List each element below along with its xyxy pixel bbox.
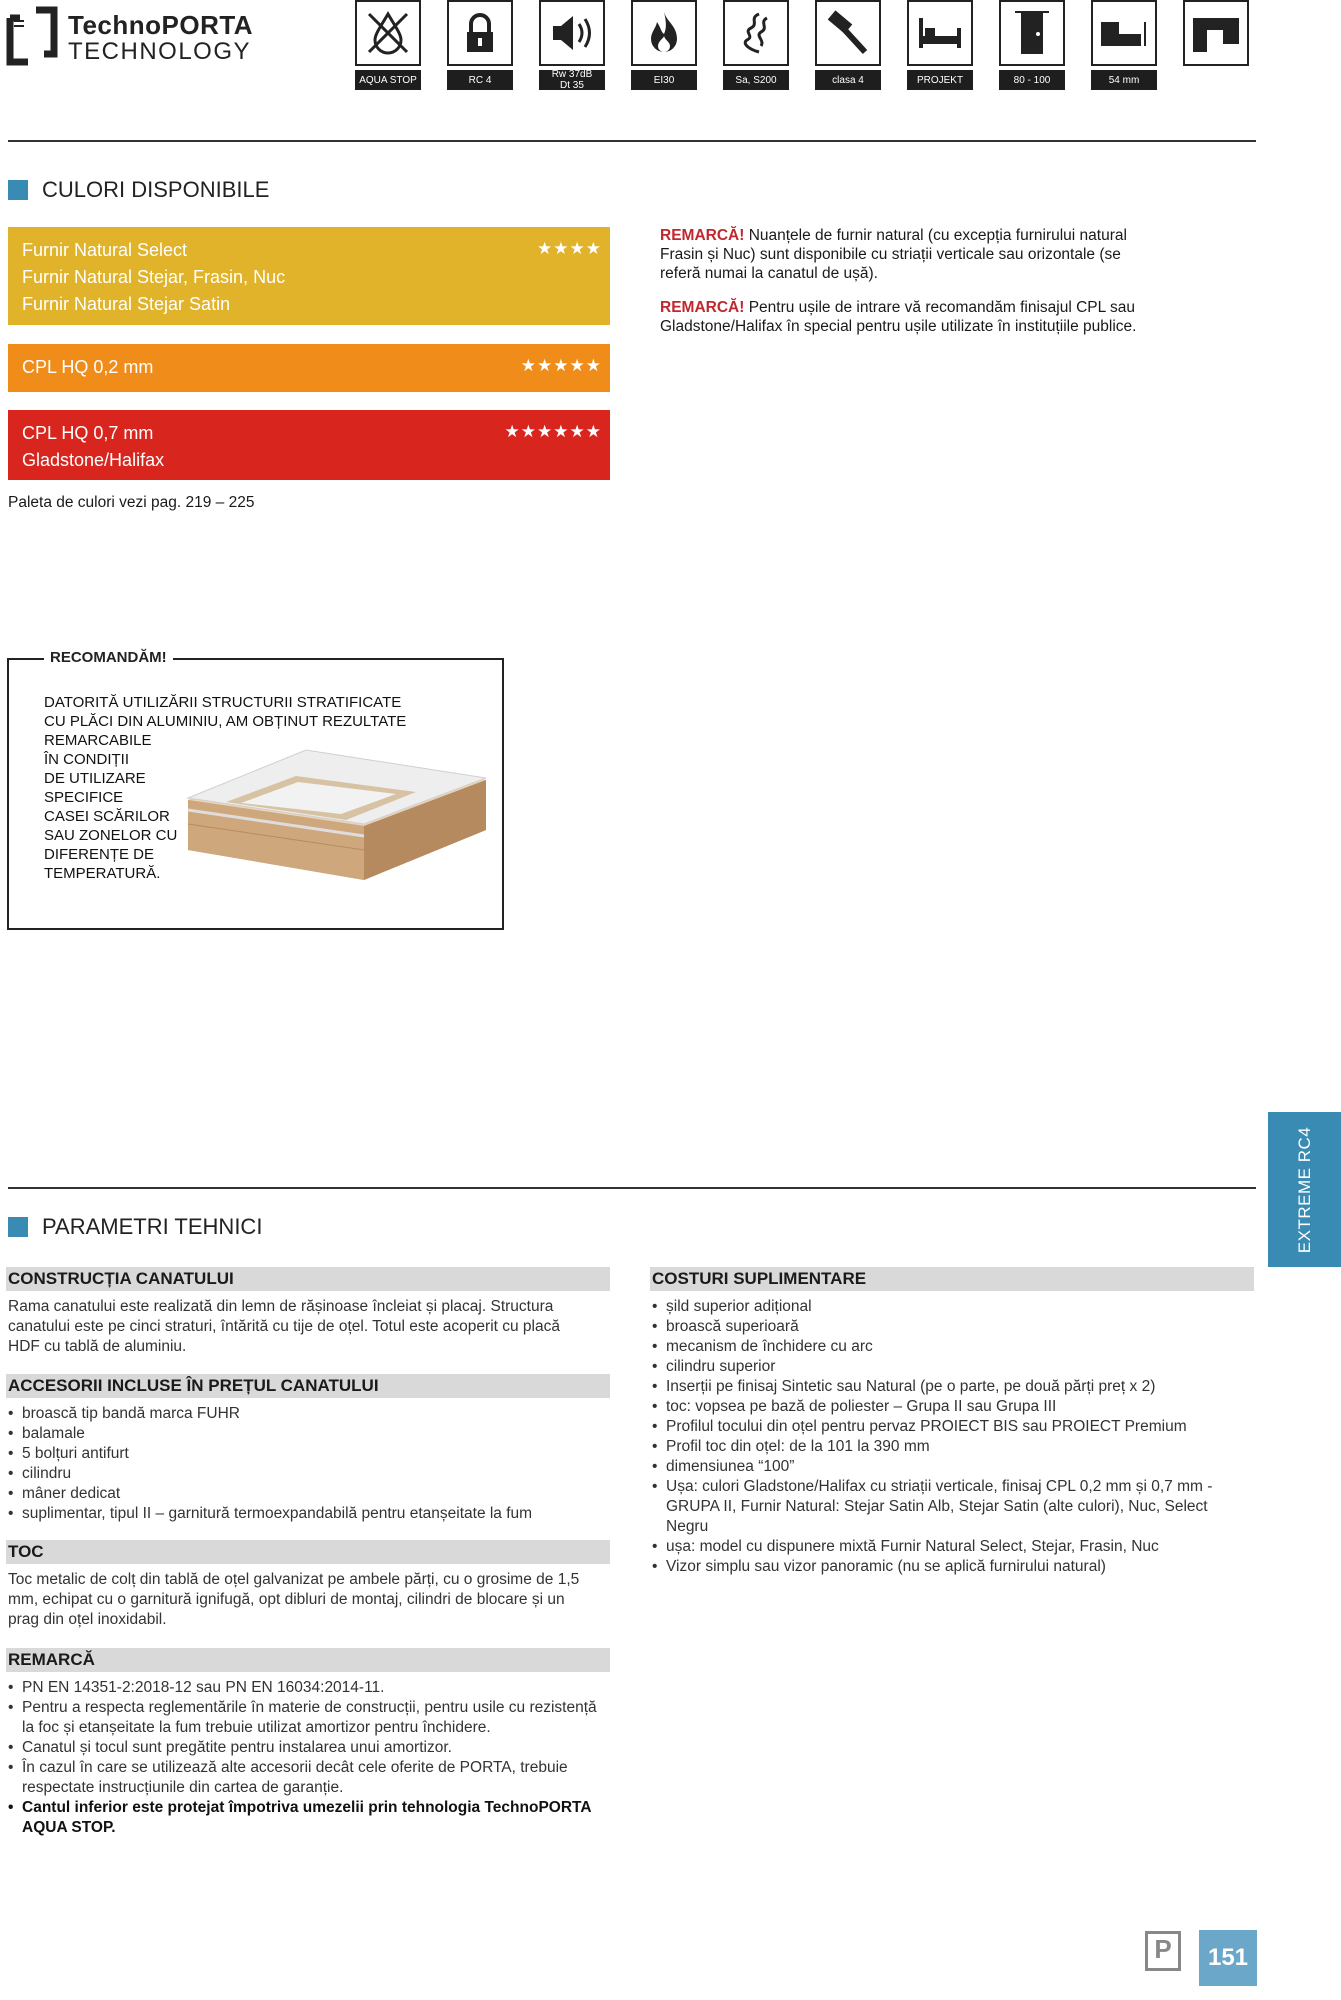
subhead-toc: TOC [6,1540,610,1564]
remark-entry-doors [660,298,1160,336]
list-item: • mâner dedicat [8,1484,608,1504]
list-item: • cilindru [8,1464,608,1484]
feature-acoustic [539,0,609,90]
rating-stars: ★★★★ [537,239,602,258]
list-item: • dimensiunea “100” [652,1457,1242,1477]
list-item: • Pentru a respecta reglementările în materie de construcții, pentru usile cu rezistență la foc și etanșeitate la fum trebuie utilizat amortizor pentru închidere. [8,1698,608,1738]
brand-name: TechnoPORTA [68,10,254,40]
feature-thickness [1091,0,1161,90]
feature-smoke [723,0,793,90]
section-title-colors: CULORI DISPONIBILE [42,177,270,202]
recommend-line: DATORITĂ UTILIZĂRII STRUCTURII STRATIFICATE [44,694,402,711]
feature-class [815,0,885,90]
subhead-constructie: CONSTRUCȚIA CANATULUI [6,1267,610,1291]
water-drop-crossed-icon [355,0,421,66]
recommend-line: REMARCABILE [44,732,152,749]
list-item: • mecanism de închidere cu arc [652,1337,1242,1357]
list-item: • șild superior adițional [652,1297,1242,1317]
feature-label: Rw 37dB Dt 35 [539,70,605,90]
list-item: • cilindru superior [652,1357,1242,1377]
rating-stars: ★★★★★★ [504,422,602,441]
section-marker [8,1217,28,1237]
color-band-cpl-07 [8,410,610,480]
list-item: • 5 bolțuri antifurt [8,1444,608,1464]
recommend-line: TEMPERATURĂ. [44,865,161,882]
door-icon [999,0,1065,66]
list-item: • suplimentar, tipul II – garnitură termoexpandabilă pentru etanșeitate la fum [8,1504,608,1524]
toc-text: Toc metalic de colț din tablă de oțel galvanizat pe ambele părți, cu o grosime de 1,5 mm, echipat cu o garnitură ignifugă, opt dibluri de montaj, cilindri de blocare și un prag din oțel inoxidabil. [8,1571,580,1628]
list-item: • Vizor simplu sau vizor panoramic (nu se aplică furnirului natural) [652,1557,1242,1577]
recommend-title: RECOMANDĂM! [44,649,173,666]
remarca-list [8,1678,608,1838]
recommend-line: ÎN CONDIȚII [44,751,129,768]
recommend-line: SAU ZONELOR CU [44,827,178,844]
section-title-params: PARAMETRI TEHNICI [42,1214,263,1239]
feature-projekt [907,0,977,90]
feature-label: AQUA STOP [355,70,421,90]
params-divider [8,1187,1256,1189]
flame-icon [631,0,697,66]
list-item-bold: • Cantul inferior este protejat împotriva umezelii prin tehnologia TechnoPORTA AQUA STOP. [8,1798,608,1838]
list-item: • broască superioară [652,1317,1242,1337]
porta-logo-icon: P [1145,1931,1181,1971]
feature-profile [1183,0,1253,66]
list-item: • broască tip bandă marca FUHR [8,1404,608,1424]
band-line: Furnir Natural Select [22,240,188,260]
brand-subtitle: TECHNOLOGY [68,38,252,65]
feature-icons-row [355,0,1255,100]
band-line: Furnir Natural Stejar, Frasin, Nuc [22,267,286,287]
subhead-costuri: COSTURI SUPLIMENTARE [650,1267,1254,1291]
constructie-text: Rama canatului este realizată din lemn de rășinoase încleiat și placaj. Structura canatului este pe cinci straturi, întărită cu tije de oțel. Totul este acoperit cu placă HDF cu tablă de aluminiu. [8,1298,560,1355]
subhead-accesorii: ACCESORII INCLUSE ÎN PREȚUL CANATULUI [6,1374,610,1398]
list-item: • balamale [8,1424,608,1444]
costuri-list [652,1297,1242,1577]
bed-icon [907,0,973,66]
remark-text: Pentru ușile de intrare vă recomandăm finisajul CPL sau Gladstone/Halifax în special pentru ușile utilizate în instituțiile publice. [660,299,1137,335]
door-profile-icon [1183,0,1249,66]
band-line: CPL HQ 0,7 mm [22,423,154,443]
remark-furnir [660,226,1130,283]
band-line: CPL HQ 0,2 mm [22,357,154,377]
padlock-icon [447,0,513,66]
list-item: • Ușa: culori Gladstone/Halifax cu striații verticale, finisaj CPL 0,2 mm și 0,7 mm - GRUPA II, Furnir Natural: Stejar Satin Alb, Stejar Satin (alte culori), Nuc, Select Negru [652,1477,1242,1537]
feature-label: clasa 4 [815,70,881,90]
door-thickness-icon [1091,0,1157,66]
feature-label: 54 mm [1091,70,1157,90]
feature-label: 80 - 100 [999,70,1065,90]
palette-note: Paleta de culori vezi pag. 219 – 225 [8,494,255,511]
feature-label: RC 4 [447,70,513,90]
list-item: • În cazul în care se utilizează alte accesorii decât cele oferite de PORTA, trebuie respectate instrucțiunile din cartea de garanție. [8,1758,608,1798]
color-band-cpl-02 [8,344,610,392]
door-layer-cross-section-image [186,740,486,890]
recommend-line: DIFERENȚE DE [44,846,155,863]
list-item: • ușa: model cu dispunere mixtă Furnir Natural Select, Stejar, Frasin, Nuc [652,1537,1242,1557]
side-tab-label: EXTREME RC4 [1294,1126,1314,1253]
feature-fire [631,0,701,90]
technoporta-logo-icon [6,6,58,66]
feature-label: EI30 [631,70,697,90]
subhead-remarca: REMARCĂ [6,1648,610,1672]
rating-stars: ★★★★★ [520,356,602,375]
side-tab-extreme-rc4 [1268,1112,1341,1267]
smoke-icon [723,0,789,66]
remark-text: Nuanțele de furnir natural (cu excepția furnirului natural Frasin și Nuc) sunt disponibile cu striații verticale sau orizontale (se referă numai la canatul de ușă). [660,227,1127,282]
speaker-icon [539,0,605,66]
band-line: Furnir Natural Stejar Satin [22,294,231,314]
section-marker [8,180,28,200]
hammer-icon [815,0,881,66]
recommend-line: CU PLĂCI DIN ALUMINIU, AM OBȚINUT REZULTATE [44,713,407,730]
list-item: • Canatul și tocul sunt pregătite pentru instalarea unui amortizor. [8,1738,608,1758]
feature-label: Sa, S200 [723,70,789,90]
feature-label: PROJEKT [907,70,973,90]
feature-rc4 [447,0,517,90]
page-number: 151 [1199,1930,1257,1986]
feature-width [999,0,1069,90]
color-band-furnir [8,227,610,325]
remark-label: REMARCĂ! [660,227,745,244]
list-item: • Profilul tocului din oțel pentru pervaz PROIECT BIS sau PROIECT Premium [652,1417,1242,1437]
recommend-line: SPECIFICE [44,789,124,806]
list-item: • Profil toc din oțel: de la 101 la 390 mm [652,1437,1242,1457]
recommend-line: CASEI SCĂRILOR [44,808,170,825]
list-item: • toc: vopsea pe bază de poliester – Grupa II sau Grupa III [652,1397,1242,1417]
header-divider [8,140,1256,142]
accesorii-list [8,1404,608,1524]
list-item: • PN EN 14351-2:2018-12 sau PN EN 16034:2014-11. [8,1678,608,1698]
recommend-line: DE UTILIZARE [44,770,146,787]
remark-label: REMARCĂ! [660,299,745,316]
list-item: • Inserții pe finisaj Sintetic sau Natural (pe o parte, pe două părți preț x 2) [652,1377,1242,1397]
feature-aqua-stop [355,0,425,90]
band-line: Gladstone/Halifax [22,450,165,470]
